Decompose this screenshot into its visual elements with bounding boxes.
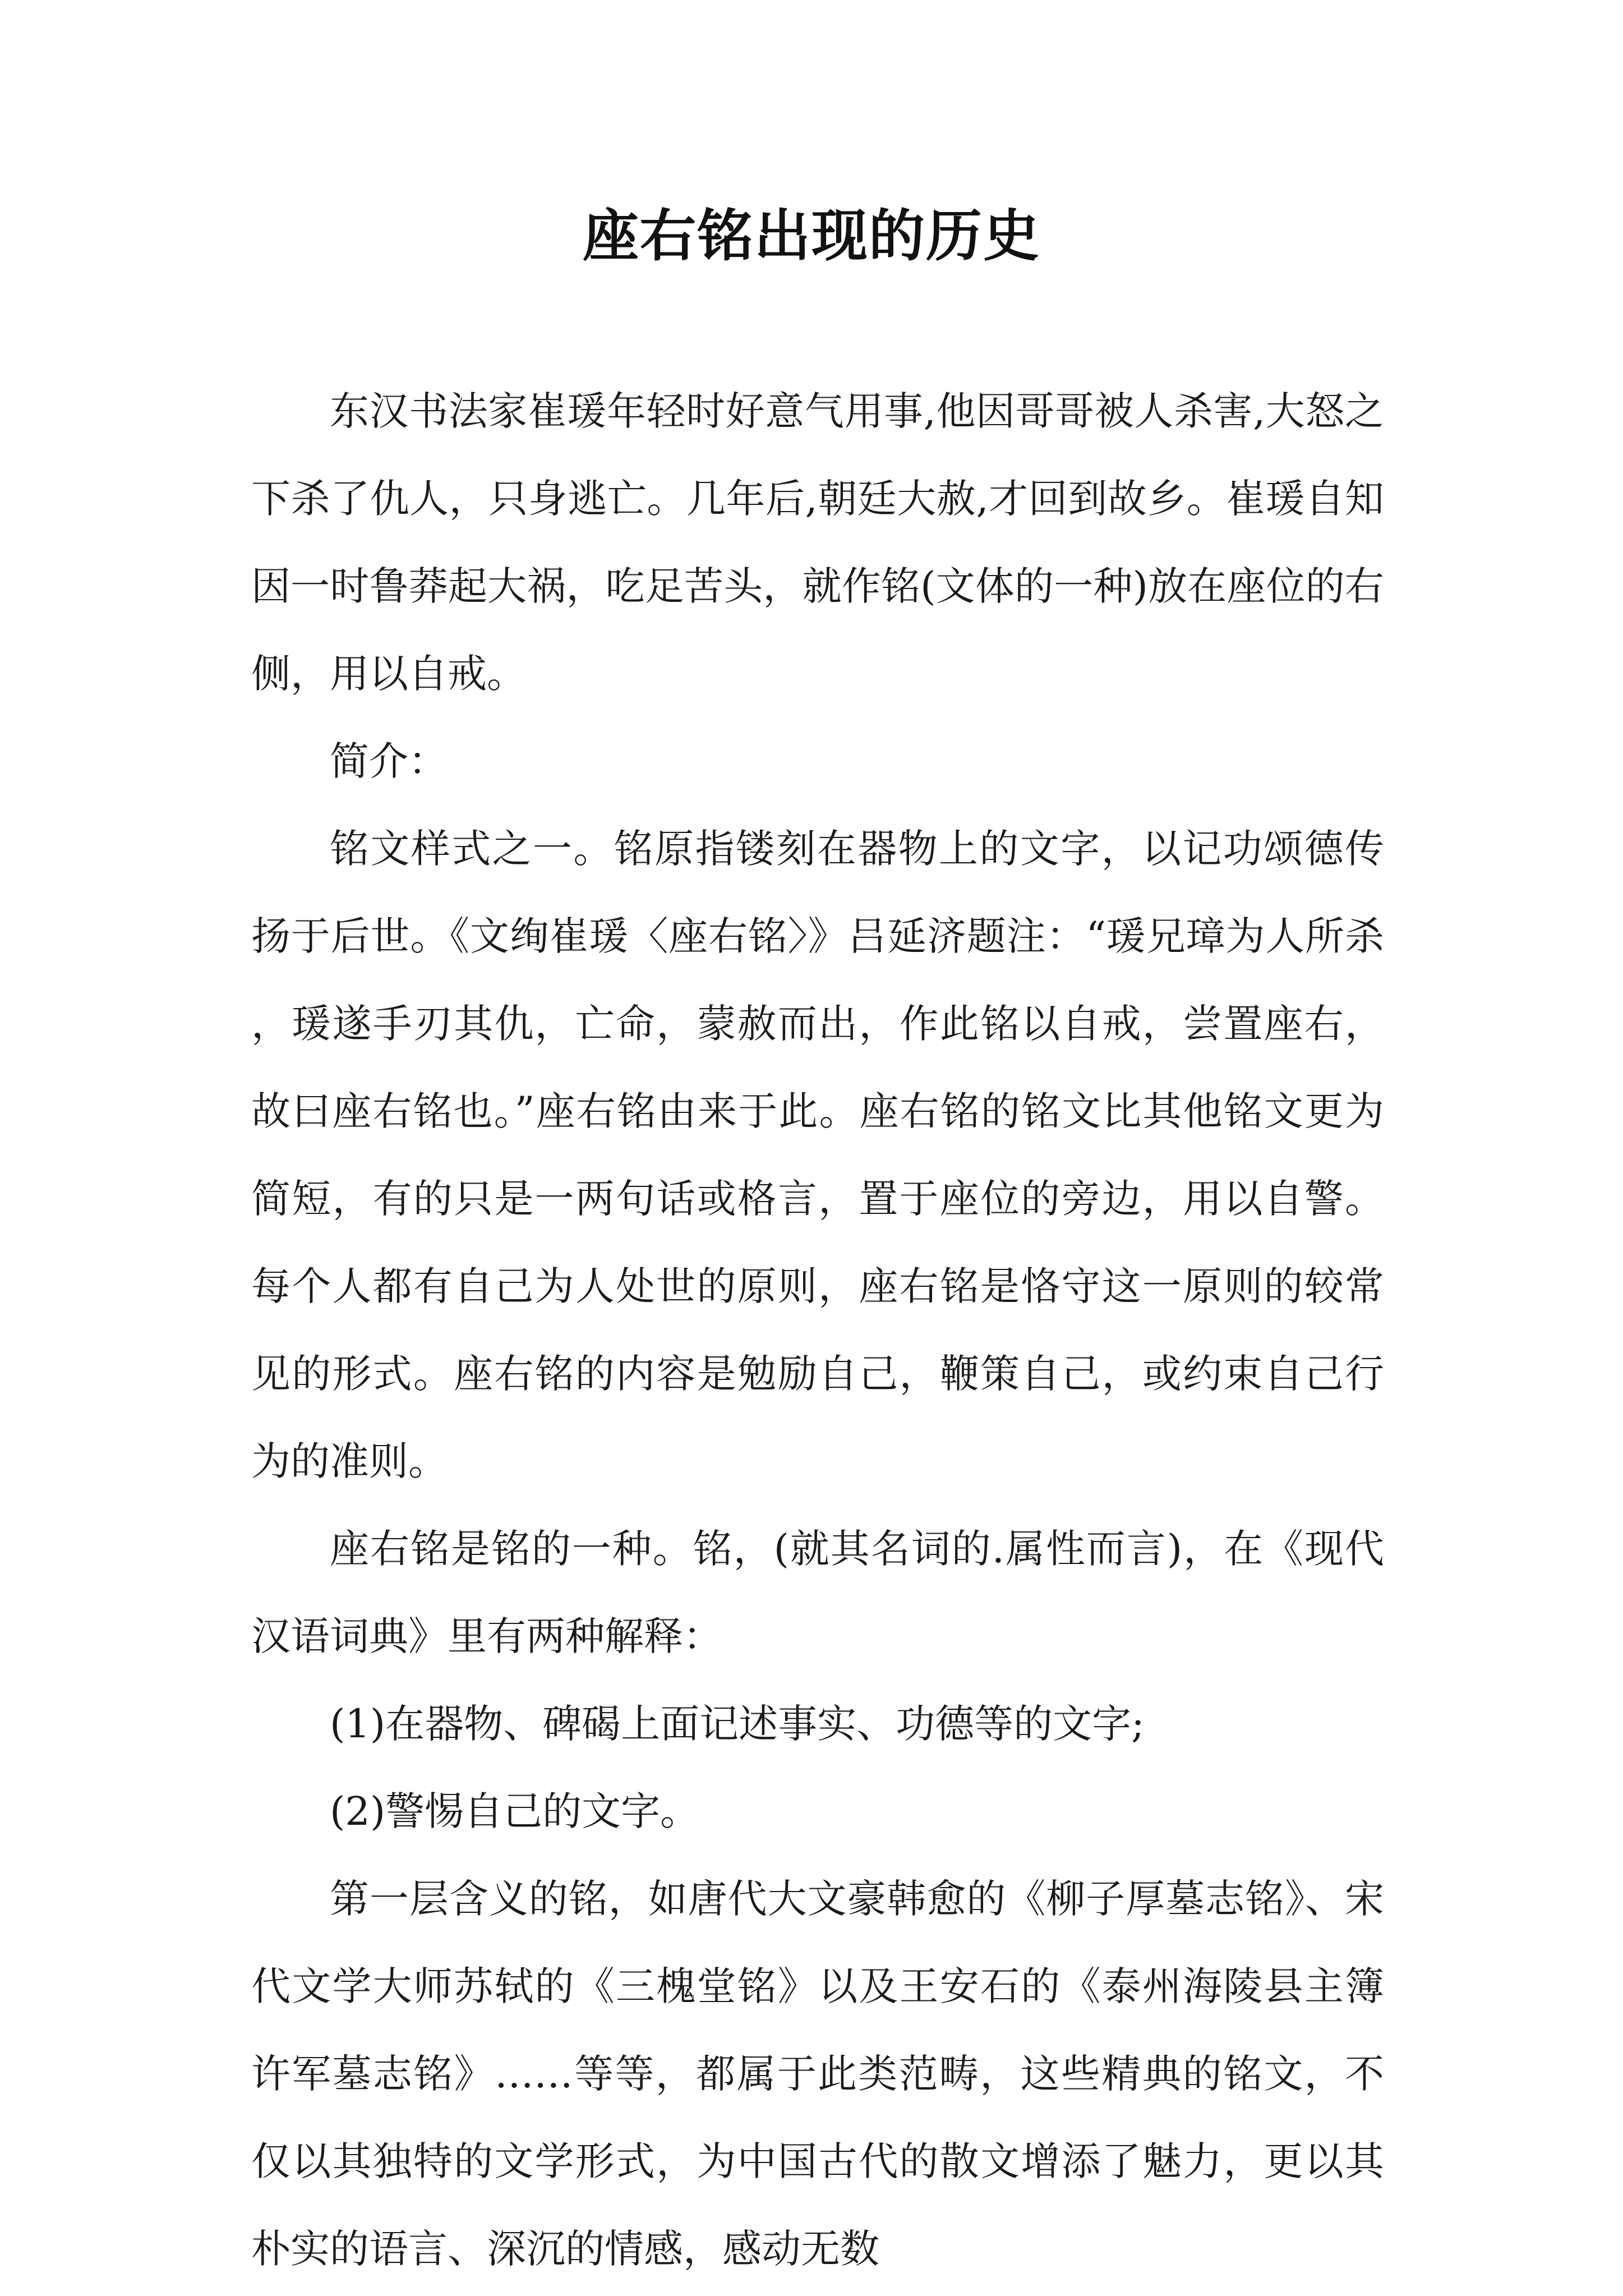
paragraph-definition-item-2: (2)警惕自己的文字。 [330, 1788, 700, 1834]
paragraph-first-meaning: 第一层含义的铭，如唐代大文豪韩愈的《柳子厚墓志铭》、宋代文学大师苏轼的《三槐堂铭》以及王安石的《泰州海陵县主簿许军墓志铭》……等等，都属于此类范畴，这些精典的铭文，不仅以其独特的文学形式，为中国古代的散文增添了魅力，更以其朴实的语言、深沉的情感，感动无数 [251, 1876, 1384, 2272]
document-title: 座右铭出现的历史 [583, 203, 1040, 269]
paragraph-cui-yuan-story: 东汉书法家崔瑗年轻时好意气用事,他因哥哥被人杀害,大怒之下杀了仇人，只身逃亡。几年后,朝廷大赦,才回到故乡。崔瑗自知因一时鲁莽起大祸，吃足苦头，就作铭(文体的一种)放在座位的右侧，用以自戒。 [251, 388, 1384, 697]
paragraph-definition-item-1: (1)在器物、碑碣上面记述事实、功德等的文字; [330, 1701, 1145, 1747]
paragraph-definition: 座右铭是铭的一种。铭，(就其名词的.属性而言)，在《现代汉语词典》里有两种解释： [251, 1526, 1384, 1659]
paragraph-inscription-origin: 铭文样式之一。铭原指镂刻在器物上的文字，以记功颂德传扬于后世。《文绚崔瑗〈座右铭〉》吕延济题注：“瑗兄璋为人所杀，瑗遂手刃其仇，亡命，蒙赦而出，作此铭以自戒，尝置座右，故曰座右铭也。”座右铭由来于此。座右铭的铭文比其他铭文更为简短，有的只是一两句话或格言，置于座位的旁边，用以自警。每个人都有自己为人处世的原则，座右铭是恪守这一原则的较常见的形式。座右铭的内容是勉励自己，鞭策自己，或约束自己行为的准则。 [251, 826, 1384, 1484]
document-body [251, 367, 1384, 2293]
paragraph-intro-heading: 简介： [330, 738, 448, 784]
